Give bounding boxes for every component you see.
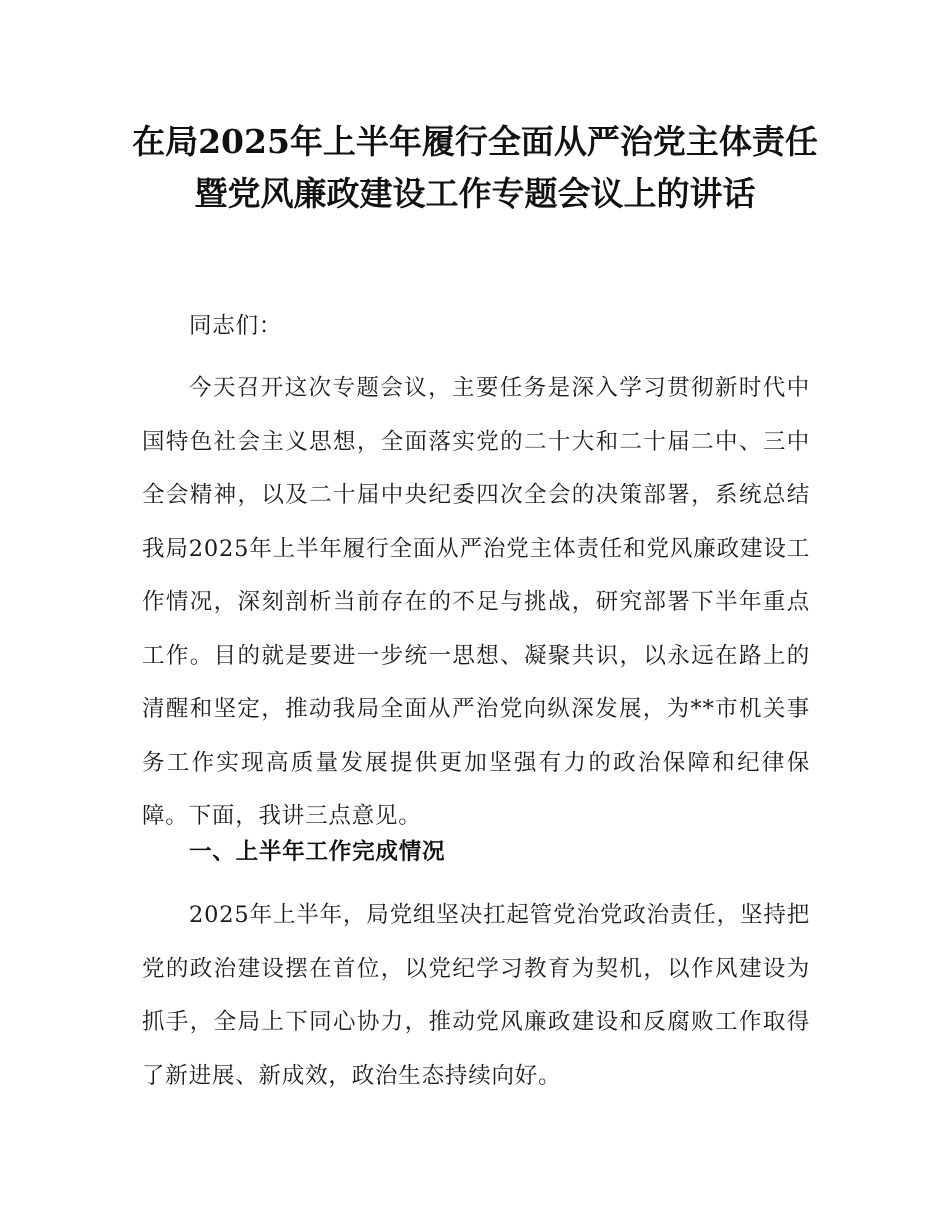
paragraph-intro: 今天召开这次专题会议，主要任务是深入学习贯彻新时代中国特色社会主义思想，全面落实党的二十大和二十届二中、三中全会精神，以及二十届中央纪委四次全会的决策部署，系统总结我局2025年上半年履行全面从严治党主体责任和党风廉政建设工作情况，深刻剖析当前存在的不足与挑战，研究部署下半年重点工作。目的就是要进一步统一思想、凝聚共识，以永远在路上的清醒和坚定，推动我局全面从严治党向纵深发展，为**市机关事务工作实现高质量发展提供更加坚强有力的政治保障和纪律保障。下面，我讲三点意见。 (142, 375, 810, 829)
document-title: 在局2025年上半年履行全面从严治党主体责任暨党风廉政建设工作专题会议上的讲话 (132, 122, 818, 213)
section-heading-1: 一、上半年工作完成情况 (189, 839, 446, 865)
paragraph-section-1: 2025年上半年，局党组坚决扛起管党治党政治责任，坚持把党的政治建设摆在首位，以党纪学习教育为契机，以作风建设为抓手，全局上下同心协力，推动党风廉政建设和反腐败工作取得了新进展、新成效，政治生态持续向好。 (142, 902, 810, 1089)
salutation: 同志们： (189, 313, 283, 339)
